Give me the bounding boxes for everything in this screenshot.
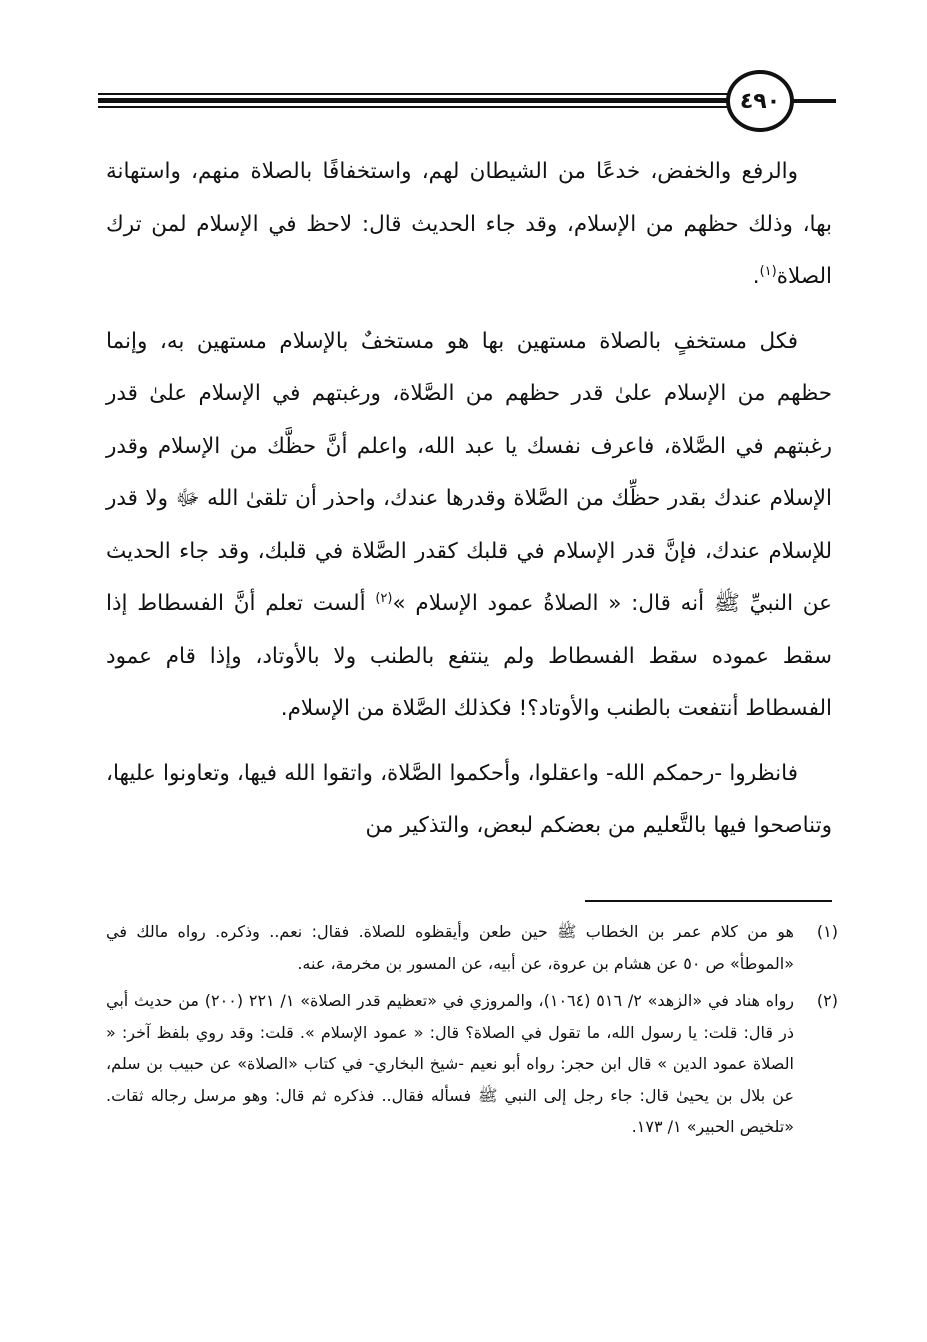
header-rule (788, 99, 836, 103)
body-text (106, 146, 832, 865)
footnote-divider (585, 900, 832, 902)
footnote-text: رواه هناد في «الزهد» ٢/ ٥١٦ (١٠٦٤)، والمروزي في «تعظيم قدر الصلاة» ١/ ٢٢١ (٢٠٠) من حديث أبي ذر قال: قلت: يا رسول الله، ما تقول في الصلاة؟ قال: « عمود الإسلام ». قلت: وقد روي بلفظ آخر: « الصلاة عمود الدين » قال ابن حجر: رواه أبو نعيم -شيخ البخاري- في كتاب «الصلاة» عن حبيب بن سلم، عن بلال بن يحيىٰ قال: جاء رجل إلى النبي ﷺ فسأله فقال.. فذكره ثم قال: وهو مرسل رجاله ثقات. «تلخيص الحبير» ١/ ١٧٣. (106, 991, 795, 1136)
page-header (98, 62, 836, 138)
header-rule (98, 106, 728, 108)
footnotes (106, 916, 838, 1149)
footnote (106, 985, 838, 1143)
paragraph: فكل مستخفٍ بالصلاة مستهين بها هو مستخفٌ بالإسلام مستهين به، وإنما حظهم من الإسلام علىٰ قدر حظهم من الصَّلاة، ورغبتهم في الإسلام علىٰ قدر رغبتهم في الصَّلاة، فاعرف نفسك يا عبد الله، واعلم أنَّ حظَّك من الإسلام وقدر الإسلام عندك بقدر حظِّك من الصَّلاة وقدرها عندك، واحذر أن تلقىٰ الله ﷻ ولا قدر للإسلام عندك، فإنَّ قدر الإسلام في قلبك كقدر الصَّلاة في قلبك، وقد جاء الحديث عن النبيِّ ﷺ أنه قال: « الصلاةُ عمود الإسلام »$^{(٢)}$ ألست تعلم أنَّ الفسطاط إذا سقط عموده سقط الفسطاط ولم ينتفع بالطنب ولا بالأوتاد، وإذا قام عمود الفسطاط أنتفعت بالطنب والأوتاد؟! فكذلك الصَّلاة من الإسلام. (106, 328, 832, 721)
page-number: ٤٩٠ (726, 70, 794, 132)
footnote-number: (١) (816, 922, 838, 941)
header-rule (98, 93, 728, 95)
footnote-text: هو من كلام عمر بن الخطاب ﷺ حين طعن وأيقظوه للصلاة. فقال: نعم.. وذكره. رواه مالك في «الموطأ» ص ٥٠ عن هشام بن عروة، عن أبيه، عن المسور بن مخرمة، عنه. (106, 922, 794, 973)
paragraph: والرفع والخفض، خدعًا من الشيطان لهم، واستخفافًا بالصلاة منهم، واستهانة بها، وذلك حظهم من الإسلام، وقد جاء الحديث قال: لاحظ في الإسلام لمن ترك الصلاة$^{(١)}$. (106, 159, 832, 289)
footnote (106, 916, 838, 979)
footnote-ref[interactable]: (١) (759, 263, 777, 279)
footnote-ref[interactable]: (٢) (375, 590, 393, 606)
footnote-number: (٢) (816, 991, 838, 1010)
paragraph: فانظروا -رحمكم الله- واعقلوا، وأحكموا الصَّلاة، واتقوا الله فيها، وتعاونوا عليها، وتناصحوا فيها بالتَّعليم من بعضكم لبعض، والتذكير من (106, 760, 832, 838)
header-rule (98, 98, 728, 103)
